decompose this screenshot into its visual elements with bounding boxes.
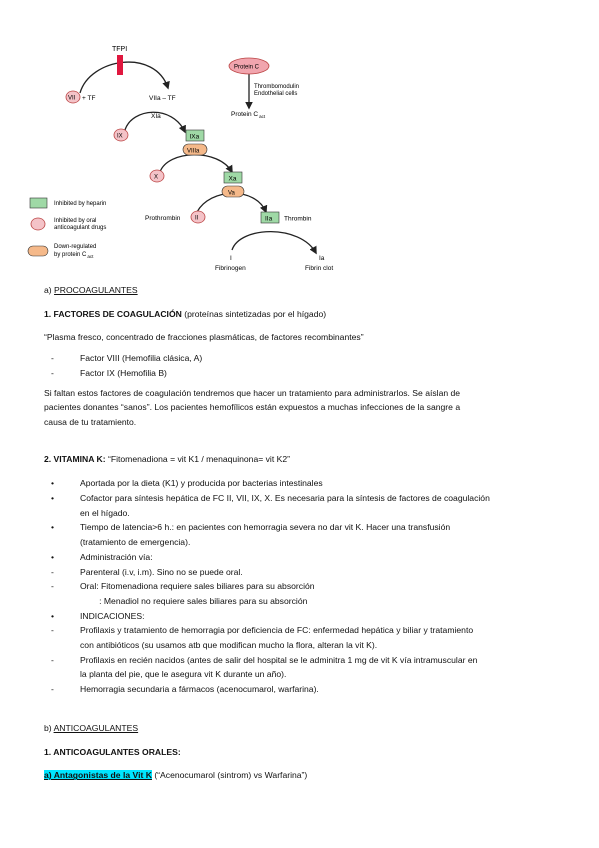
coagulation-cascade-diagram — [0, 0, 599, 290]
svg-text:by protein Cact: by protein $C_{act}$ — [54, 252, 94, 259]
tfpi-inhibitor-bar — [117, 55, 123, 75]
document-body — [44, 283, 564, 783]
dash-marker: - — [51, 684, 54, 695]
list-item-line: Profilaxis en recién nacidos (antes de salir del hospital se le adminitra 1 mg de vit K vía intramuscular en — [80, 654, 478, 665]
list-item-line: Cofactor para síntesis hepática de FC II, VII, IX, X. Es necesaria para la síntesis de factores de coagulación — [80, 493, 490, 504]
list-item — [44, 476, 564, 491]
list-item-line: (tratamiento de emergencia). — [80, 537, 191, 548]
fibrin-clot-label: Fibrin clot — [305, 265, 334, 272]
fibrinogen-label: Fibrinogen — [215, 265, 246, 272]
section-b-heading: b) ANTICOAGULANTES — [44, 722, 139, 733]
svg-text:IIa: IIa — [265, 215, 273, 223]
list-item — [44, 653, 564, 682]
vitamina-k-list — [44, 476, 564, 697]
list-item — [44, 491, 564, 520]
list-item-line: la planta del pie, que le asegura vit K durante un año). — [80, 669, 287, 680]
svg-text:Inhibited by oral: Inhibited by oral — [54, 218, 97, 224]
factores-heading: 1. FACTORES DE COAGULACIÓN (proteínas sintetizadas por el hígado) — [44, 308, 327, 319]
dash-marker: - — [51, 625, 54, 636]
svg-text:Va: Va — [228, 190, 235, 197]
svg-text:Endothelial cells: Endothelial cells — [254, 91, 298, 97]
svg-text:X: X — [154, 174, 159, 181]
bullet-marker: • — [51, 610, 55, 621]
anticoagulantes-orales-heading: 1. ANTICOAGULANTES ORALES: — [44, 746, 181, 757]
tfpi-label: TFPI — [112, 46, 128, 53]
list-item — [44, 550, 564, 565]
list-item — [44, 520, 564, 549]
svg-text:+ TF: + TF — [82, 95, 96, 102]
svg-text:IXa: IXa — [189, 133, 200, 141]
svg-text:II: II — [195, 215, 199, 222]
list-item — [44, 623, 564, 652]
svg-text:Protein Cact: Protein $C_{act}$ — [231, 111, 266, 119]
svg-text:VII: VII — [68, 95, 76, 102]
svg-text:Protein C: Protein C — [234, 64, 260, 71]
legend-down-swatch — [28, 246, 48, 256]
list-item: - Factor VIII (Hemofilia clásica, A) — [51, 353, 203, 364]
list-item — [44, 565, 564, 580]
svg-text:Inhibited by heparin: Inhibited by heparin — [54, 201, 107, 207]
list-item-line: Aportada por la dieta (K1) y producida por bacterias intestinales — [80, 478, 323, 489]
thrombin-label: Thrombin — [284, 215, 312, 223]
legend-oral-swatch — [31, 218, 45, 230]
svg-text:anticoagulant drugs: anticoagulant drugs — [54, 225, 107, 231]
list-item-line: Administración vía: — [80, 551, 153, 562]
svg-text:VIIIa: VIIIa — [187, 148, 200, 155]
list-item: - Factor IX (Hemofilia B) — [51, 367, 167, 378]
list-item-line: Profilaxis y tratamiento de hemorragia por deficiencia de FC: enfermedad hepática y biliar y tratamiento — [80, 625, 474, 636]
svg-text:XIa: XIa — [151, 113, 161, 120]
prothrombin-label: Prothrombin — [145, 215, 181, 222]
dash-marker: - — [51, 581, 54, 592]
list-item-line: con antibióticos (su usamos atb que modifican mucho la flora, alteran la vit K). — [80, 640, 378, 651]
svg-text:VIIa – TF: VIIa – TF — [149, 95, 176, 102]
dash-marker: - — [51, 566, 54, 577]
list-item-line: en el hígado. — [80, 507, 130, 518]
list-item-line: Parenteral (i.v, i.m). Sino no se puede oral. — [80, 566, 243, 577]
list-item-line: Tiempo de latencia>6 h.: en pacientes con hemorragia severa no dar vit K. Hacer una transfusión — [80, 522, 451, 533]
factor-list — [44, 351, 564, 380]
svg-text:I: I — [230, 255, 232, 262]
section-a-heading: a) PROCOAGULANTES — [44, 285, 138, 295]
vitamina-k-heading: 2. VITAMINA K: “Fitomenadiona = vit K1 / menaquinona= vit K2” — [44, 453, 290, 464]
bullet-marker: • — [51, 522, 55, 533]
list-item — [44, 682, 564, 697]
dash-marker: - — [51, 654, 54, 665]
svg-text:Down-regulated: Down-regulated — [54, 244, 97, 250]
bullet-marker: • — [51, 551, 55, 562]
list-item — [44, 609, 564, 624]
factores-paragraph: Si faltan estos factores de coagulación tendremos que hacer un tratamiento para administrarlos. Se aíslan de pacientes donantes “sanos”. Los pacientes hemofílicos están expuestos a muchas infecciones de la sangre a causa de tu tratamiento. — [44, 387, 461, 427]
list-item-line: : Menadiol no requiere sales biliares para su absorción — [80, 595, 308, 606]
svg-text:Ia: Ia — [319, 255, 325, 262]
bullet-marker: • — [51, 493, 55, 504]
antagonistas-vitk-heading: a) Antagonistas de la Vit K (“Acenocumarol (sintrom) vs Warfarina”) — [44, 770, 308, 781]
bullet-marker: • — [51, 478, 55, 489]
list-item-line: Hemorragia secundaria a fármacos (acenocumarol, warfarina). — [80, 684, 319, 695]
list-item — [44, 579, 564, 608]
list-item-line: INDICACIONES: — [80, 610, 145, 621]
svg-text:Thrombomodulin: Thrombomodulin — [254, 84, 300, 90]
svg-text:Xa: Xa — [228, 175, 237, 183]
legend-heparin-swatch — [30, 198, 47, 208]
plasma-line: “Plasma fresco, concentrado de fracciones plasmáticas, de factores recombinantes” — [44, 332, 364, 343]
list-item-line: Oral: Fitomenadiona requiere sales biliares para su absorción — [80, 581, 315, 592]
svg-text:IX: IX — [117, 133, 123, 140]
